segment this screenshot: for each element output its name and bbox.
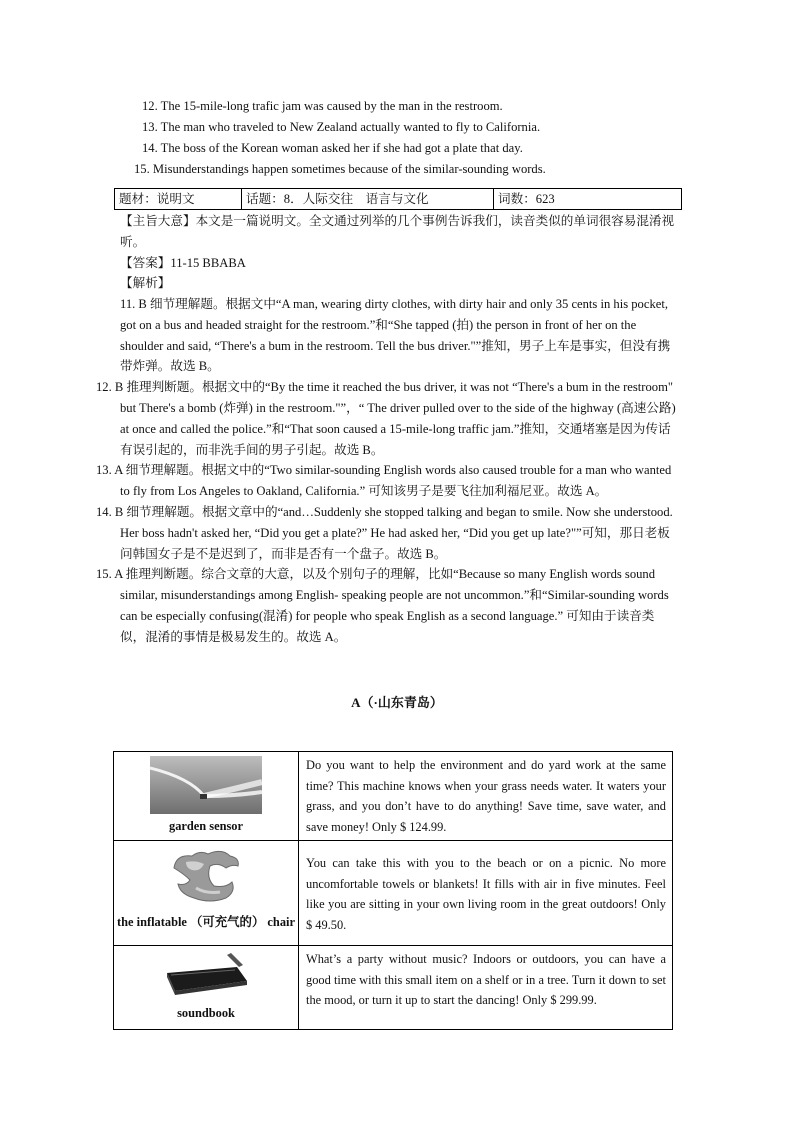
product-name: garden sensor xyxy=(169,819,243,833)
wordcount-cell: 词数：623 xyxy=(494,189,682,210)
analysis-label: 【解析】 xyxy=(120,276,171,291)
explanation-list xyxy=(96,294,676,648)
topic-cell: 话题：8．人际交往 语言与文化 xyxy=(242,189,494,210)
product-image-cell xyxy=(114,752,299,841)
section-heading: A（·山东青岛） xyxy=(351,695,443,710)
statement-14: 14. The boss of the Korean woman asked her if she had got a plate that day. xyxy=(142,141,523,155)
product-row xyxy=(114,841,673,946)
explanation-13: 13. A 细节理解题。根据文中的“Two similar-sounding English words also caused trouble for a man who wanted to fly from Los Angeles to Oakland, California.” 可知该男子是要飞往加利福尼亚。故选 A。 xyxy=(96,463,672,499)
inflatable-chair-icon xyxy=(166,848,246,906)
summary-text: 本文是一篇说明文。全文通过列举的几个事例告诉我们，读音类似的单词很容易混淆视听。 xyxy=(120,214,675,249)
explanation-14: 14. B 细节理解题。根据文章中的“and…Suddenly she stopped talking and began to smile. Now she understood. Her boss hadn't asked her, “Did you get a plate?” He had asked her, “Did you get up late?"”可知，那日老板问韩国女子是不是迟到了，而非是否有一个盘子。故选 B。 xyxy=(96,504,673,561)
summary xyxy=(120,211,678,294)
statement-13: 13. The man who traveled to New Zealand actually wanted to fly to California. xyxy=(142,120,541,134)
answer-text: 11-15 BBABA xyxy=(170,255,246,270)
product-image-cell xyxy=(114,946,299,1030)
product-table xyxy=(113,751,673,1030)
explanation-12: 12. B 推理判断题。根据文中的“By the time it reached the bus driver, it was not “There's a bum in the restroom" but There's a bomb (炸弹) in the restroom."”，“ The driver pulled over to the side of the highway (高速公路) at once and called the police.”和“That soon caused a 15-mile-long traffic jam.”推知，交通堵塞是因为传话有误引起的，而非洗手间的男子引起。故选 B。 xyxy=(96,380,676,457)
product-description: You can take this with you to the beach or on a picnic. No more uncomfortable towels or blankets! It fills with air in five minutes. Feel like you are sitting in your own living room in the great outdoors! Only $ 49.50. xyxy=(299,841,673,946)
explanation-11: 11. B 细节理解题。根据文中“A man, wearing dirty clothes, with dirty hair and only 35 cents in his pocket, got on a bus and headed straight for the restroom.”和“She tapped (拍) the person in front of her on the shoulder and said, “There's a bum in the restroom. Tell the bus driver."”推知，男子上车是事实，但没有携带炸弹。故选 B。 xyxy=(120,297,671,374)
statement-15: 15. Misunderstandings happen sometimes because of the similar-sounding words. xyxy=(134,162,546,176)
genre-cell: 题材：说明文 xyxy=(115,189,242,210)
summary-label: 【主旨大意】 xyxy=(120,214,196,228)
product-description: Do you want to help the environment and do yard work at the same time? This machine knows when your grass needs water. It waters your grass, and you don’t have to do anything! Save time, save water, and save money! Only $ 124.99. xyxy=(299,752,673,841)
explanation-15: 15. A 推理判断题。综合文章的大意，以及个别句子的理解，比如“Because so many English words sound similar, misunderstandings among English- speaking people are not uncommon.”和“Similar-sounding words can be especially confusing(混淆) for people who speak English as a second language.” 可知由于读音类似，混淆的事情是极易发生的。故选 A。 xyxy=(96,567,669,644)
product-name: soundbook xyxy=(177,1006,235,1020)
article-meta-table xyxy=(114,188,682,210)
product-description: What’s a party without music? Indoors or outdoors, you can have a good time with this small item on a shelf or in a tree. Turn it down to set the mood, or turn it up to start the dancing! Only $ 299.99. xyxy=(299,946,673,1030)
answer-label: 【答案】 xyxy=(120,255,171,270)
product-image-cell xyxy=(114,841,299,946)
sprinkler-photo-icon xyxy=(150,756,262,814)
statement-12: 12. The 15-mile-long trafic jam was caused by the man in the restroom. xyxy=(142,99,503,113)
product-row xyxy=(114,946,673,1030)
product-name: the inflatable （可充气的） chair xyxy=(117,915,295,929)
speaker-icon xyxy=(161,951,251,997)
product-row xyxy=(114,752,673,841)
